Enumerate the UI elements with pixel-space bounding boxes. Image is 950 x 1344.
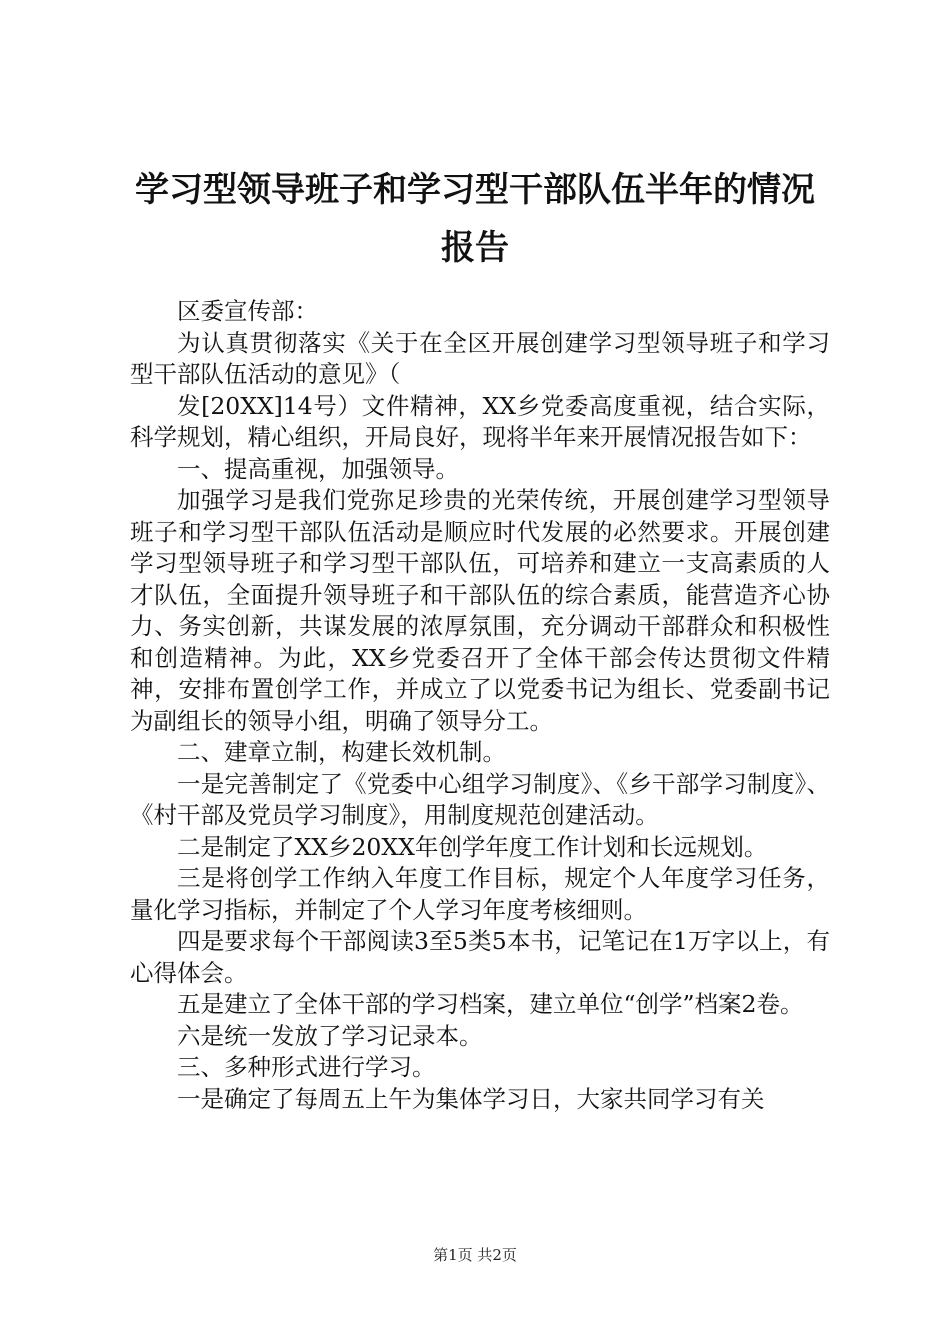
paragraph: 一是完善制定了《党委中心组学习制度》、《乡干部学习制度》、《村干部及党员学习制度》，用制度规范创建活动。 [130,769,830,829]
paragraph: 为认真贯彻落实《关于在全区开展创建学习型领导班子和学习型干部队伍活动的意见》（ [130,328,830,388]
section-heading: 一、提高重视，加强领导。 [177,454,459,483]
paragraph: 四是要求每个干部阅读3至5类5本书，记笔记在1万字以上，有心得体会。 [130,927,830,987]
paragraph: 加强学习是我们党弥足珍贵的光荣传统，开展创建学习型领导班子和学习型干部队伍活动是顺应时代发展的必然要求。开展创建学习型领导班子和学习型干部队伍，可培养和建立一支高素质的人才队伍，全面提升领导班子和干部队伍的综合素质，能营造齐心协力、务实创新，共谋发展的浓厚氛围，充分调动干部群众和积极性和创造精神。为此，XX乡党委召开了全体干部会传达贯彻文件精神，安排布置创学工作，并成立了以党委书记为组长、党委副书记为副组长的领导小组，明确了领导分工。 [130,486,830,735]
document-title-line-2: 报告 [441,228,509,268]
document-title-line-1: 学习型领导班子和学习型干部队伍半年的情况 [135,170,815,210]
paragraph: 三是将创学工作纳入年度工作目标，规定个人年度学习任务，量化学习指标，并制定了个人学习年度考核细则。 [130,864,830,924]
paragraph: 一是确定了每周五上午为集体学习日，大家共同学习有关 [177,1084,765,1113]
section-heading: 三、多种形式进行学习。 [177,1053,436,1081]
paragraph: 二是制定了XX乡20XX年创学年度工作计划和长远规划。 [177,832,768,861]
page-footer: 第1页 共2页 [433,1246,517,1264]
paragraph: 五是建立了全体干部的学习档案，建立单位“创学”档案2卷。 [177,990,804,1018]
section-heading: 二、建章立制，构建长效机制。 [177,738,506,766]
addressee: 区委宣传部： [177,297,318,325]
paragraph: 发[20XX]14号）文件精神，XX乡党委高度重视，结合实际，科学规划，精心组织，开局良好，现将半年来开展情况报告如下： [130,391,830,451]
document-body [130,296,830,1115]
paragraph: 六是统一发放了学习记录本。 [177,1021,483,1050]
